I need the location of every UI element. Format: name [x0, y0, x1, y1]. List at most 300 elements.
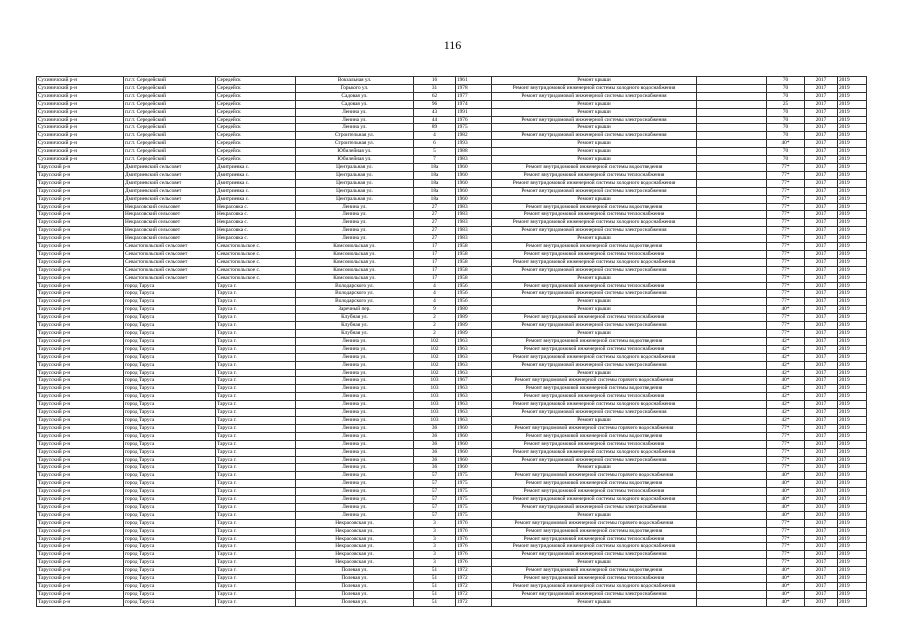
house-number-cell: 3 [414, 519, 456, 527]
locality-cell: Таруса г. [216, 496, 296, 504]
house-number-cell: 57 [414, 511, 456, 519]
district-cell: Тарусский р-н [37, 211, 124, 219]
year-start-cell: 2017 [805, 353, 838, 361]
build-year-cell: 1963 [456, 345, 492, 353]
blank-cell [697, 290, 767, 298]
street-cell: Комсомольская ул. [296, 266, 414, 274]
build-year-cell: 1963 [456, 409, 492, 417]
table-row [37, 156, 867, 164]
settlement-cell: город Таруса [124, 488, 216, 496]
street-cell: Володарского ул. [296, 282, 414, 290]
house-number-cell: 2 [414, 330, 456, 338]
district-cell: Тарусский р-н [37, 424, 124, 432]
table-row [37, 219, 867, 227]
settlement-cell: Севастопольский сельсовет [124, 274, 216, 282]
house-number-cell: 3 [414, 543, 456, 551]
locality-cell: Таруса г. [216, 480, 296, 488]
table-row [37, 448, 867, 456]
work-type-cell: Ремонт внутридомовой инженерной системы горячего водоснабжения [492, 472, 697, 480]
house-number-cell: 2 [414, 314, 456, 322]
year-start-cell: 2017 [805, 440, 838, 448]
year-end-cell: 2019 [838, 203, 867, 211]
blank-cell [697, 448, 767, 456]
house-number-cell: 4 [414, 298, 456, 306]
year-end-cell: 2019 [838, 108, 867, 116]
year-end-cell: 2019 [838, 393, 867, 401]
year-start-cell: 2017 [805, 227, 838, 235]
work-type-cell: Ремонт крыши [492, 274, 697, 282]
work-type-cell: Ремонт внутридомовой инженерной системы водоотведения [492, 527, 697, 535]
table-row [37, 227, 867, 235]
house-number-cell: 102 [414, 361, 456, 369]
value-cell: 42* [767, 361, 805, 369]
work-type-cell: Ремонт внутридомовой инженерной системы теплоснабжения [492, 393, 697, 401]
blank-cell [697, 132, 767, 140]
year-start-cell: 2017 [805, 488, 838, 496]
table-row [37, 440, 867, 448]
work-type-cell: Ремонт внутридомовой инженерной системы электроснабжения [492, 322, 697, 330]
table-row [37, 590, 867, 598]
settlement-cell: п.г.т. Середейский [124, 116, 216, 124]
year-start-cell: 2017 [805, 583, 838, 591]
district-cell: Сухиничский р-н [37, 148, 124, 156]
year-end-cell: 2019 [838, 527, 867, 535]
locality-cell: Таруса г. [216, 401, 296, 409]
build-year-cell: 1972 [456, 575, 492, 583]
blank-cell [697, 590, 767, 598]
repair-register-table [36, 76, 867, 607]
table-row [37, 488, 867, 496]
year-end-cell: 2019 [838, 551, 867, 559]
work-type-cell: Ремонт внутридомовой инженерной системы водоотведения [492, 432, 697, 440]
street-cell: Ленина ул. [296, 409, 414, 417]
value-cell: 40* [767, 590, 805, 598]
locality-cell: Таруса г. [216, 440, 296, 448]
year-end-cell: 2019 [838, 179, 867, 187]
settlement-cell: город Таруса [124, 472, 216, 480]
locality-cell: Севастопольское с. [216, 243, 296, 251]
locality-cell: Некрасовка с. [216, 211, 296, 219]
build-year-cell: 1960 [456, 440, 492, 448]
district-cell: Сухиничский р-н [37, 116, 124, 124]
value-cell: 40* [767, 306, 805, 314]
street-cell: Ленина ул. [296, 432, 414, 440]
build-year-cell: 1975 [456, 503, 492, 511]
work-type-cell: Ремонт внутридомовой инженерной системы теплоснабжения [492, 535, 697, 543]
settlement-cell: Севастопольский сельсовет [124, 243, 216, 251]
build-year-cell: 1977 [456, 92, 492, 100]
street-cell: Юбилейная ул. [296, 156, 414, 164]
settlement-cell: город Таруса [124, 496, 216, 504]
table-row [37, 353, 867, 361]
work-type-cell: Ремонт внутридомовой инженерной системы водоотведения [492, 203, 697, 211]
build-year-cell: 1983 [456, 211, 492, 219]
year-start-cell: 2017 [805, 416, 838, 424]
table-row [37, 583, 867, 591]
district-cell: Тарусский р-н [37, 314, 124, 322]
settlement-cell: город Таруса [124, 575, 216, 583]
locality-cell: Таруса г. [216, 322, 296, 330]
build-year-cell: 1989 [456, 322, 492, 330]
year-start-cell: 2017 [805, 337, 838, 345]
street-cell: Ленина ул. [296, 496, 414, 504]
street-cell: Комсомольская ул. [296, 274, 414, 282]
house-number-cell: 27 [414, 211, 456, 219]
settlement-cell: Севастопольский сельсовет [124, 258, 216, 266]
work-type-cell: Ремонт внутридомовой инженерной системы водоотведения [492, 243, 697, 251]
district-cell: Тарусский р-н [37, 598, 124, 606]
year-end-cell: 2019 [838, 187, 867, 195]
street-cell: Ленина ул. [296, 353, 414, 361]
table-row [37, 401, 867, 409]
street-cell: Ленина ул. [296, 235, 414, 243]
blank-cell [697, 100, 767, 108]
year-start-cell: 2017 [805, 187, 838, 195]
locality-cell: Таруса г. [216, 361, 296, 369]
build-year-cell: 1963 [456, 401, 492, 409]
district-cell: Сухиничский р-н [37, 84, 124, 92]
build-year-cell: 1983 [456, 219, 492, 227]
table-row [37, 527, 867, 535]
year-end-cell: 2019 [838, 92, 867, 100]
work-type-cell: Ремонт внутридомовой инженерной системы теплоснабжения [492, 211, 697, 219]
district-cell: Тарусский р-н [37, 282, 124, 290]
district-cell: Тарусский р-н [37, 298, 124, 306]
value-cell: 77* [767, 330, 805, 338]
table-row [37, 274, 867, 282]
value-cell: 77* [767, 266, 805, 274]
table-row [37, 543, 867, 551]
street-cell: Ленина ул. [296, 377, 414, 385]
year-end-cell: 2019 [838, 519, 867, 527]
blank-cell [697, 424, 767, 432]
blank-cell [697, 92, 767, 100]
year-end-cell: 2019 [838, 195, 867, 203]
build-year-cell: 1960 [456, 432, 492, 440]
table-row [37, 211, 867, 219]
district-cell: Тарусский р-н [37, 345, 124, 353]
table-row [37, 472, 867, 480]
table-row [37, 124, 867, 132]
table-row [37, 464, 867, 472]
table-row [37, 282, 867, 290]
district-cell: Тарусский р-н [37, 322, 124, 330]
work-type-cell: Ремонт внутридомовой инженерной системы теплоснабжения [492, 488, 697, 496]
year-start-cell: 2017 [805, 282, 838, 290]
house-number-cell: 3 [414, 527, 456, 535]
year-start-cell: 2017 [805, 195, 838, 203]
street-cell: Садовая ул. [296, 92, 414, 100]
settlement-cell: город Таруса [124, 590, 216, 598]
year-end-cell: 2019 [838, 575, 867, 583]
blank-cell [697, 337, 767, 345]
street-cell: Центральная ул. [296, 163, 414, 171]
year-end-cell: 2019 [838, 503, 867, 511]
value-cell: 42* [767, 409, 805, 417]
district-cell: Сухиничский р-н [37, 108, 124, 116]
work-type-cell: Ремонт внутридомовой инженерной системы водоотведения [492, 163, 697, 171]
blank-cell [697, 503, 767, 511]
locality-cell: Середейск [216, 108, 296, 116]
build-year-cell: 1960 [456, 179, 492, 187]
work-type-cell: Ремонт внутридомовой инженерной системы холодного водоснабжения [492, 219, 697, 227]
year-start-cell: 2017 [805, 274, 838, 282]
table-row [37, 519, 867, 527]
year-start-cell: 2017 [805, 100, 838, 108]
district-cell: Тарусский р-н [37, 235, 124, 243]
work-type-cell: Ремонт внутридомовой инженерной системы горячего водоснабжения [492, 424, 697, 432]
build-year-cell: 1963 [456, 393, 492, 401]
street-cell: Ленина ул. [296, 203, 414, 211]
value-cell: 77* [767, 464, 805, 472]
year-start-cell: 2017 [805, 84, 838, 92]
build-year-cell: 1976 [456, 559, 492, 567]
street-cell: Ленина ул. [296, 488, 414, 496]
locality-cell: Таруса г. [216, 385, 296, 393]
year-start-cell: 2017 [805, 132, 838, 140]
street-cell: Полевая ул. [296, 575, 414, 583]
value-cell: 42* [767, 401, 805, 409]
house-number-cell: 4 [414, 132, 456, 140]
locality-cell: Севастопольское с. [216, 258, 296, 266]
blank-cell [697, 124, 767, 132]
year-end-cell: 2019 [838, 290, 867, 298]
house-number-cell: 36 [414, 424, 456, 432]
build-year-cell: 1972 [456, 598, 492, 606]
value-cell: 42* [767, 385, 805, 393]
year-end-cell: 2019 [838, 132, 867, 140]
year-start-cell: 2017 [805, 211, 838, 219]
district-cell: Тарусский р-н [37, 274, 124, 282]
value-cell: 77* [767, 235, 805, 243]
year-end-cell: 2019 [838, 258, 867, 266]
table-row [37, 290, 867, 298]
year-end-cell: 2019 [838, 235, 867, 243]
value-cell: 40* [767, 480, 805, 488]
locality-cell: Таруса г. [216, 488, 296, 496]
street-cell: Некрасовская ул. [296, 543, 414, 551]
settlement-cell: Севастопольский сельсовет [124, 266, 216, 274]
street-cell: Центральная ул. [296, 195, 414, 203]
year-start-cell: 2017 [805, 156, 838, 164]
district-cell: Тарусский р-н [37, 163, 124, 171]
blank-cell [697, 171, 767, 179]
blank-cell [697, 361, 767, 369]
value-cell: 77* [767, 227, 805, 235]
year-end-cell: 2019 [838, 211, 867, 219]
value-cell: 77* [767, 456, 805, 464]
house-number-cell: 18а [414, 195, 456, 203]
work-type-cell: Ремонт внутридомовой инженерной системы теплоснабжения [492, 282, 697, 290]
blank-cell [697, 543, 767, 551]
build-year-cell: 1960 [456, 424, 492, 432]
blank-cell [697, 163, 767, 171]
year-end-cell: 2019 [838, 598, 867, 606]
blank-cell [697, 243, 767, 251]
work-type-cell: Ремонт внутридомовой инженерной системы электроснабжения [492, 116, 697, 124]
value-cell: 70 [767, 156, 805, 164]
locality-cell: Таруса г. [216, 511, 296, 519]
value-cell: 70 [767, 108, 805, 116]
blank-cell [697, 148, 767, 156]
street-cell: Комсомольская ул. [296, 243, 414, 251]
house-number-cell: 51 [414, 567, 456, 575]
settlement-cell: Некрасовский сельсовет [124, 219, 216, 227]
year-end-cell: 2019 [838, 266, 867, 274]
table-row [37, 187, 867, 195]
table-row [37, 330, 867, 338]
build-year-cell: 1974 [456, 100, 492, 108]
district-cell: Тарусский р-н [37, 416, 124, 424]
work-type-cell: Ремонт внутридомовой инженерной системы холодного водоснабжения [492, 84, 697, 92]
value-cell: 77* [767, 440, 805, 448]
settlement-cell: Дмитриевский сельсовет [124, 171, 216, 179]
house-number-cell: 103 [414, 377, 456, 385]
value-cell: 42* [767, 369, 805, 377]
district-cell: Сухиничский р-н [37, 156, 124, 164]
build-year-cell: 1975 [456, 480, 492, 488]
year-start-cell: 2017 [805, 496, 838, 504]
district-cell: Тарусский р-н [37, 227, 124, 235]
blank-cell [697, 456, 767, 464]
work-type-cell: Ремонт внутридомовой инженерной системы холодного водоснабжения [492, 583, 697, 591]
street-cell: Ленина ул. [296, 503, 414, 511]
value-cell: 40* [767, 503, 805, 511]
work-type-cell: Ремонт крыши [492, 598, 697, 606]
house-number-cell: 16 [414, 77, 456, 85]
street-cell: Комсомольская ул. [296, 258, 414, 266]
blank-cell [697, 535, 767, 543]
district-cell: Тарусский р-н [37, 377, 124, 385]
settlement-cell: п.г.т. Середейский [124, 148, 216, 156]
value-cell: 77* [767, 219, 805, 227]
house-number-cell: 4 [414, 290, 456, 298]
table-body [37, 77, 867, 607]
work-type-cell: Ремонт крыши [492, 77, 697, 85]
district-cell: Тарусский р-н [37, 171, 124, 179]
year-end-cell: 2019 [838, 416, 867, 424]
district-cell: Тарусский р-н [37, 448, 124, 456]
street-cell: Ленина ул. [296, 511, 414, 519]
district-cell: Тарусский р-н [37, 503, 124, 511]
table-row [37, 337, 867, 345]
table-row [37, 179, 867, 187]
build-year-cell: 1958 [456, 243, 492, 251]
district-cell: Сухиничский р-н [37, 124, 124, 132]
year-start-cell: 2017 [805, 551, 838, 559]
house-number-cell: 57 [414, 496, 456, 504]
blank-cell [697, 235, 767, 243]
settlement-cell: город Таруса [124, 424, 216, 432]
district-cell: Сухиничский р-н [37, 92, 124, 100]
house-number-cell: 51 [414, 583, 456, 591]
blank-cell [697, 306, 767, 314]
settlement-cell: Некрасовский сельсовет [124, 235, 216, 243]
build-year-cell: 1978 [456, 84, 492, 92]
work-type-cell: Ремонт внутридомовой инженерной системы теплоснабжения [492, 575, 697, 583]
district-cell: Тарусский р-н [37, 385, 124, 393]
house-number-cell: 36 [414, 440, 456, 448]
value-cell: 40* [767, 472, 805, 480]
table-row [37, 92, 867, 100]
blank-cell [697, 527, 767, 535]
build-year-cell: 1993 [456, 140, 492, 148]
blank-cell [697, 575, 767, 583]
year-start-cell: 2017 [805, 314, 838, 322]
table-row [37, 322, 867, 330]
year-start-cell: 2017 [805, 306, 838, 314]
locality-cell: Некрасовка с. [216, 219, 296, 227]
district-cell: Тарусский р-н [37, 219, 124, 227]
year-start-cell: 2017 [805, 290, 838, 298]
street-cell: Ленина ул. [296, 361, 414, 369]
blank-cell [697, 314, 767, 322]
street-cell: Ленина ул. [296, 440, 414, 448]
street-cell: Ленина ул. [296, 219, 414, 227]
blank-cell [697, 322, 767, 330]
settlement-cell: город Таруса [124, 314, 216, 322]
year-end-cell: 2019 [838, 590, 867, 598]
locality-cell: Дмитриевка с. [216, 179, 296, 187]
value-cell: 42* [767, 416, 805, 424]
build-year-cell: 1961 [456, 77, 492, 85]
value-cell: 40* [767, 488, 805, 496]
street-cell: Ленина ул. [296, 401, 414, 409]
street-cell: Ленина ул. [296, 480, 414, 488]
year-end-cell: 2019 [838, 496, 867, 504]
work-type-cell: Ремонт крыши [492, 100, 697, 108]
street-cell: Ленина ул. [296, 116, 414, 124]
year-start-cell: 2017 [805, 92, 838, 100]
district-cell: Тарусский р-н [37, 496, 124, 504]
blank-cell [697, 156, 767, 164]
blank-cell [697, 140, 767, 148]
settlement-cell: город Таруса [124, 322, 216, 330]
year-end-cell: 2019 [838, 567, 867, 575]
house-number-cell: 7 [414, 156, 456, 164]
value-cell: 70 [767, 92, 805, 100]
locality-cell: Середейск [216, 100, 296, 108]
house-number-cell: 62 [414, 92, 456, 100]
blank-cell [697, 219, 767, 227]
locality-cell: Таруса г. [216, 424, 296, 432]
settlement-cell: город Таруса [124, 369, 216, 377]
settlement-cell: город Таруса [124, 559, 216, 567]
settlement-cell: Севастопольский сельсовет [124, 250, 216, 258]
district-cell: Сухиничский р-н [37, 132, 124, 140]
value-cell: 77* [767, 290, 805, 298]
table-row [37, 575, 867, 583]
work-type-cell: Ремонт внутридомовой инженерной системы холодного водоснабжения [492, 496, 697, 504]
work-type-cell: Ремонт крыши [492, 124, 697, 132]
house-number-cell: 27 [414, 235, 456, 243]
house-number-cell: 36 [414, 432, 456, 440]
blank-cell [697, 258, 767, 266]
value-cell: 40* [767, 567, 805, 575]
street-cell: Садовая ул. [296, 100, 414, 108]
value-cell: 77* [767, 543, 805, 551]
year-start-cell: 2017 [805, 179, 838, 187]
year-end-cell: 2019 [838, 84, 867, 92]
settlement-cell: город Таруса [124, 377, 216, 385]
blank-cell [697, 369, 767, 377]
value-cell: 42* [767, 393, 805, 401]
year-start-cell: 2017 [805, 361, 838, 369]
value-cell: 42* [767, 353, 805, 361]
year-end-cell: 2019 [838, 306, 867, 314]
year-start-cell: 2017 [805, 345, 838, 353]
blank-cell [697, 401, 767, 409]
